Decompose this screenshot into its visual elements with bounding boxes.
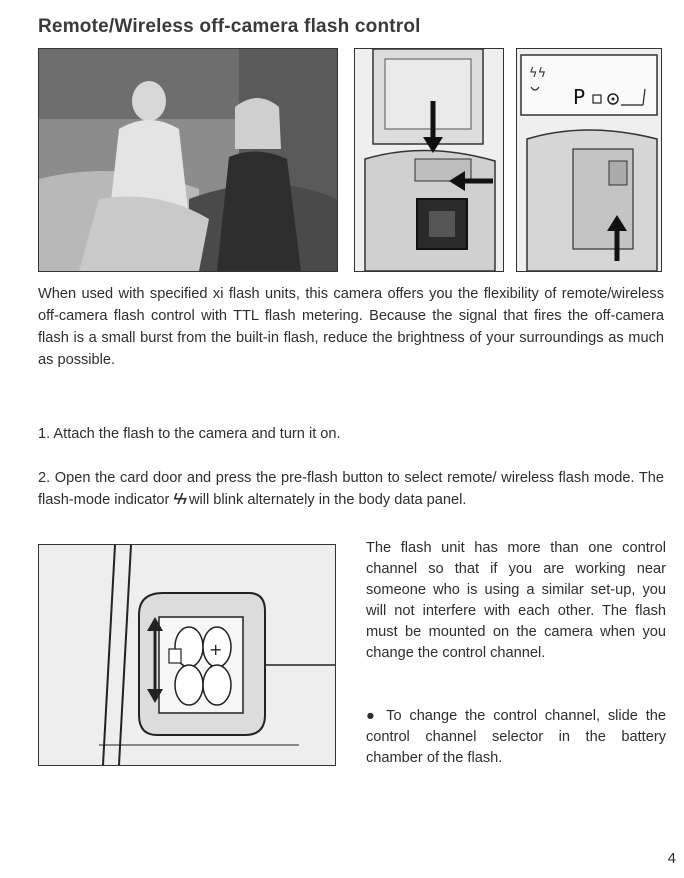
svg-text:+: + <box>209 640 223 659</box>
figure-battery-chamber <box>38 544 336 766</box>
battery-chamber-drawing <box>39 545 335 765</box>
flash-camera-drawing <box>355 49 503 271</box>
data-panel-drawing <box>517 49 661 271</box>
page-number: 4 <box>667 850 676 867</box>
step-2-text-after: will blink alternately in the body data panel. <box>184 492 467 508</box>
bullet-change-channel: ● To change the control channel, slide the control channel selector in the battery chamber of the flash. <box>366 708 666 766</box>
figure-flash-mounted <box>354 48 504 272</box>
flash-mode-indicator-icon: ϟϟ <box>173 492 185 508</box>
step-2-text-before: 2. Open the card door and press the pre-flash button to select remote/ wireless flash mode. The flash-mode indicator <box>38 470 664 508</box>
photo-illustration <box>39 49 337 271</box>
mode-letter: P <box>573 85 586 109</box>
svg-text:ϟϟ: ϟϟ <box>529 66 547 81</box>
figure-data-panel <box>516 48 662 272</box>
page-title: Remote/Wireless off-camera flash control <box>38 16 421 37</box>
channel-explanation: The flash unit has more than one control channel so that if you are working near someone who is using a similar set-up, you will not interfere with each other. The flash must be mounted on the camera when you change the control channel. <box>366 540 666 661</box>
step-1: 1. Attach the flash to the camera and turn it on. <box>38 426 341 442</box>
photo-two-people <box>38 48 338 272</box>
step-2 <box>38 467 664 511</box>
intro-paragraph: When used with specified xi flash units, this camera offers you the flexibility of remote/wireless off-camera flash control with TTL flash metering. Because the signal that fires the off-camera flash is a small burst from the built-in flash, reduce the brightness of your surroundings as much as possible. <box>38 286 664 368</box>
